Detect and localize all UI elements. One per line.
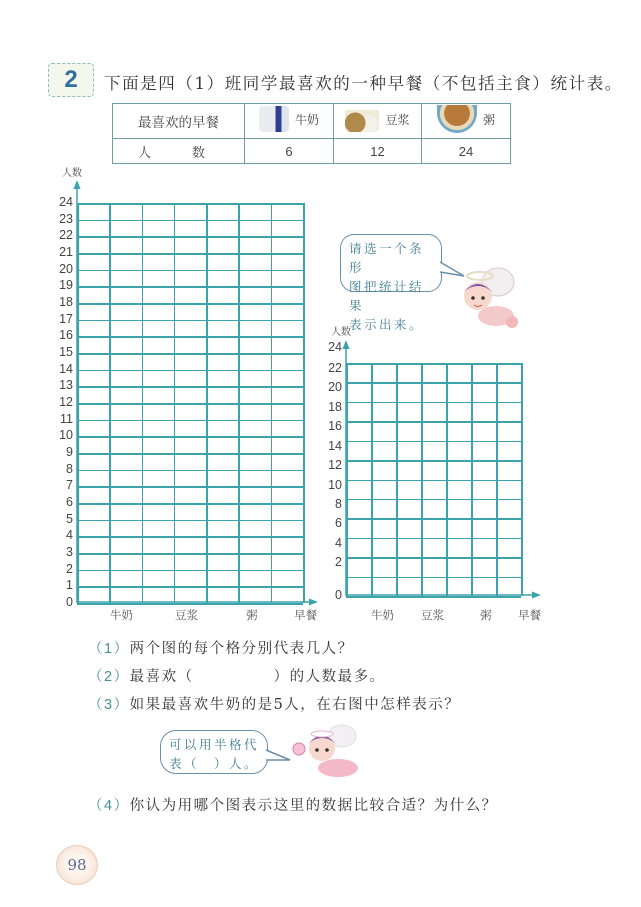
y-tick-label: 4 — [335, 535, 342, 550]
y-tick-label: 6 — [66, 495, 73, 509]
y-tick-label: 3 — [66, 545, 73, 559]
y-tick-label: 22 — [328, 361, 342, 375]
grid-line-horizontal — [346, 363, 521, 365]
grid-line-horizontal — [346, 480, 521, 482]
question-text[interactable]: 最喜欢（ ）的人数最多。 — [129, 669, 386, 685]
left-x-axis-title: 早餐 — [294, 608, 317, 622]
grid-line-horizontal — [346, 421, 521, 423]
table-count-label: 人 数 — [113, 139, 245, 164]
y-tick-label: 23 — [59, 211, 73, 226]
y-tick-label: 8 — [335, 496, 342, 511]
question-2 — [88, 665, 386, 686]
exercise-number: 2 — [64, 66, 78, 93]
y-tick-label: 24 — [328, 340, 342, 354]
right-chart-grid[interactable] — [346, 363, 521, 596]
food-label: 豆浆 — [385, 112, 410, 127]
bubble-line: 表示出来。 — [349, 317, 425, 332]
grid-line-vertical — [521, 363, 523, 596]
y-tick-label: 17 — [59, 311, 73, 326]
y-tick-label: 15 — [59, 345, 73, 359]
y-tick-label: 5 — [66, 511, 73, 526]
y-tick-label: 14 — [328, 438, 342, 453]
question-text: 两个图的每个格分别代表几人？ — [129, 641, 354, 657]
y-tick-label: 1 — [66, 578, 73, 593]
food-label: 牛奶 — [294, 112, 319, 127]
y-tick-label: 21 — [59, 245, 73, 259]
y-tick-label: 13 — [59, 378, 73, 393]
right-x-label-porridge: 粥 — [480, 608, 492, 622]
bubble-line[interactable]: 表（ ）人。 — [169, 756, 260, 771]
y-tick-label: 20 — [59, 261, 73, 276]
question-3 — [88, 693, 460, 714]
question-text: 如果最喜欢牛奶的是5人，在右图中怎样表示？ — [129, 697, 461, 713]
grid-line-horizontal — [346, 518, 521, 520]
y-tick-label: 10 — [59, 428, 73, 443]
question-1 — [88, 637, 354, 658]
table-count-porridge: 24 — [422, 139, 511, 164]
question-number: （4） — [88, 798, 130, 814]
question-number: （3） — [88, 697, 130, 713]
bubble-line: 图把统计结果 — [349, 279, 425, 313]
y-tick-label: 16 — [328, 419, 342, 434]
y-tick-label: 0 — [66, 595, 73, 609]
left-x-label-soymilk: 豆浆 — [175, 608, 198, 622]
grid-line-horizontal — [346, 577, 521, 579]
bubble-line: 请选一个条形 — [349, 241, 425, 275]
x-axis-arrow-icon — [532, 592, 541, 599]
speech-bubble-bottom — [160, 730, 268, 774]
right-x-axis-title: 早餐 — [518, 608, 541, 622]
left-chart-ylabel: 人数 — [62, 168, 82, 179]
y-tick-label: 4 — [66, 528, 73, 543]
grid-line-horizontal — [346, 557, 521, 559]
grid-line-horizontal — [346, 441, 521, 443]
y-tick-label: 0 — [335, 588, 342, 602]
table-header-label: 最喜欢的早餐 — [113, 104, 245, 139]
grid-line-horizontal — [346, 538, 521, 540]
page-number-badge — [56, 845, 98, 885]
right-x-label-soymilk: 豆浆 — [421, 608, 444, 622]
y-tick-label: 12 — [59, 395, 73, 409]
y-tick-label: 18 — [328, 399, 342, 414]
question-4 — [88, 794, 498, 815]
nurse-character-icon — [290, 722, 365, 784]
grid-line-horizontal — [346, 402, 521, 404]
y-tick-label: 8 — [66, 461, 73, 476]
y-tick-label: 2 — [66, 561, 73, 576]
y-tick-label: 18 — [59, 295, 73, 309]
y-tick-label: 14 — [59, 361, 73, 376]
question-number: （2） — [88, 669, 130, 685]
grid-line-horizontal — [346, 596, 521, 598]
y-tick-label: 20 — [328, 380, 342, 395]
y-tick-label: 6 — [335, 516, 342, 531]
y-tick-label: 24 — [59, 195, 73, 209]
y-tick-label: 11 — [60, 411, 73, 426]
grid-line-horizontal — [346, 499, 521, 501]
right-chart-ylabel: 人数 — [331, 327, 351, 338]
question-text: 你认为用哪个图表示这里的数据比较合适？为什么？ — [129, 798, 498, 814]
y-tick-label: 7 — [66, 478, 73, 493]
left-x-label-porridge: 粥 — [246, 608, 258, 622]
left-x-label-milk: 牛奶 — [110, 608, 133, 622]
y-axis-arrow-icon — [343, 340, 350, 349]
table-count-soymilk: 12 — [334, 139, 422, 164]
y-tick-label: 12 — [328, 458, 342, 473]
table-count-milk: 6 — [245, 139, 334, 164]
right-x-label-milk: 牛奶 — [371, 608, 394, 622]
y-tick-label: 2 — [335, 555, 342, 570]
y-tick-label: 10 — [328, 477, 342, 492]
y-tick-label: 19 — [59, 278, 73, 293]
y-tick-label: 16 — [59, 328, 73, 343]
grid-line-horizontal — [346, 460, 521, 462]
y-tick-label: 9 — [66, 445, 73, 459]
food-label: 粥 — [482, 112, 495, 127]
grid-line-horizontal — [346, 382, 521, 384]
exercise-title: 下面是四（1）班同学最喜欢的一种早餐（不包括主食）统计表。 — [104, 74, 623, 93]
page-number: 98 — [67, 856, 87, 874]
question-number: （1） — [88, 641, 130, 657]
y-tick-label: 22 — [59, 228, 73, 243]
bubble-line: 可以用半格代 — [169, 737, 260, 752]
